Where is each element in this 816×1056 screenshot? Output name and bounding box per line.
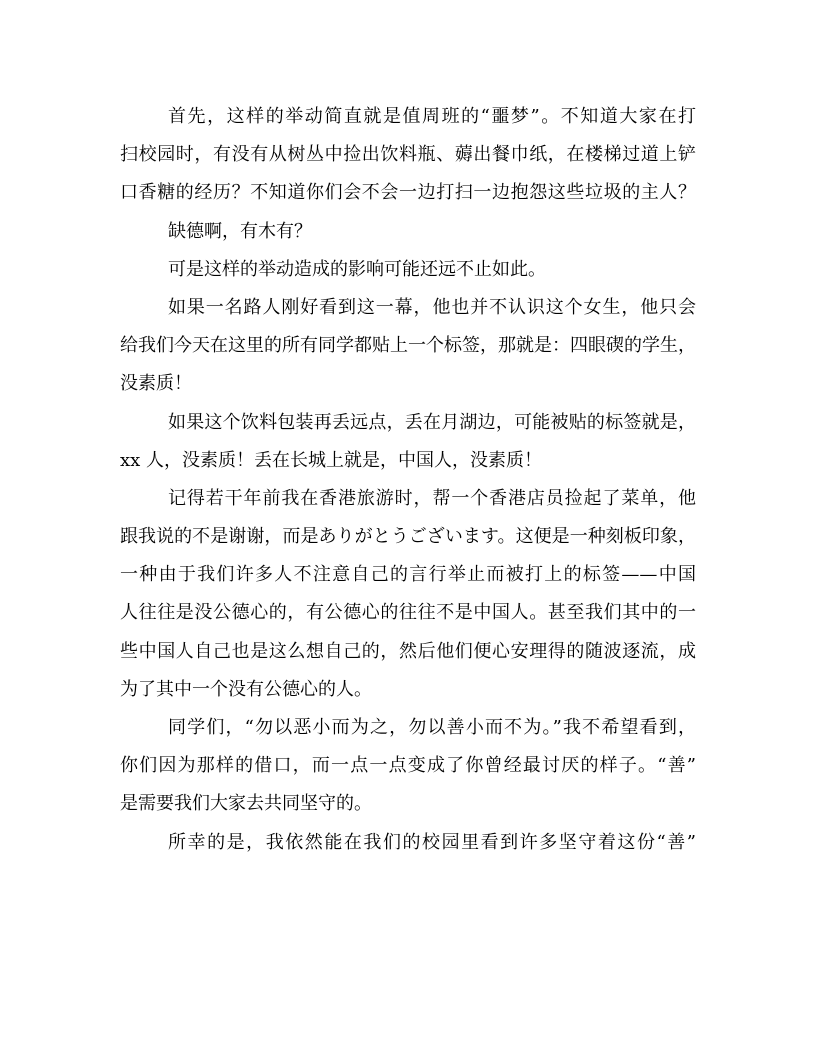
text-line: 所幸的是，我依然能在我们的校园里看到许多坚守着这份“善” — [168, 831, 696, 853]
text-line: 些中国人自己也是这么想自己的，然后他们便心安理得的随波逐流，成 — [120, 640, 696, 662]
text-line: 没素质！ — [120, 373, 192, 395]
text-line: 记得若干年前我在香港旅游时，帮一个香港店员捡起了菜单，他 — [168, 487, 696, 509]
text-line: 扫校园时，有没有从树丛中捡出饮料瓶、薅出餐巾纸，在楼梯过道上铲 — [120, 144, 696, 166]
text-line: 跟我说的不是谢谢，而是ありがとうございます。这便是一种刻板印象， — [120, 526, 696, 548]
text-line: 口香糖的经历？不知道你们会不会一边打扫一边抱怨这些垃圾的主人？ — [120, 182, 696, 204]
text-line: 为了其中一个没有公德心的人。 — [120, 678, 372, 700]
text-line: 如果一名路人刚好看到这一幕，他也并不认识这个女生，他只会 — [168, 296, 696, 318]
text-line: 同学们，“勿以恶小而为之，勿以善小而不为。”我不希望看到， — [168, 717, 696, 738]
document-body — [120, 98, 696, 862]
text-line: 首先，这样的举动简直就是值周班的“噩梦”。不知道大家在打 — [168, 106, 696, 127]
text-line: 给我们今天在这里的所有同学都贴上一个标签，那就是：四眼碶的学生， — [120, 335, 696, 357]
text-line: 一种由于我们许多人不注意自己的言行举止而被打上的标签——中国 — [120, 564, 696, 586]
text-line: 缺德啊，有木有？ — [168, 220, 312, 242]
text-line: 你们因为那样的借口，而一点一点变成了你曾经最讨厌的样子。“善” — [120, 755, 696, 777]
text-line: xx 人，没素质！丢在长城上就是，中国人，没素质！ — [120, 449, 543, 471]
text-line: 人往往是没公德心的，有公德心的往往不是中国人。甚至我们其中的一 — [120, 602, 696, 624]
text-line: 如果这个饮料包装再丢远点，丢在月湖边，可能被贴的标签就是， — [168, 411, 696, 433]
text-line: 可是这样的举动造成的影响可能还远不止如此。 — [168, 258, 546, 280]
text-line: 是需要我们大家去共同坚守的。 — [120, 793, 372, 815]
